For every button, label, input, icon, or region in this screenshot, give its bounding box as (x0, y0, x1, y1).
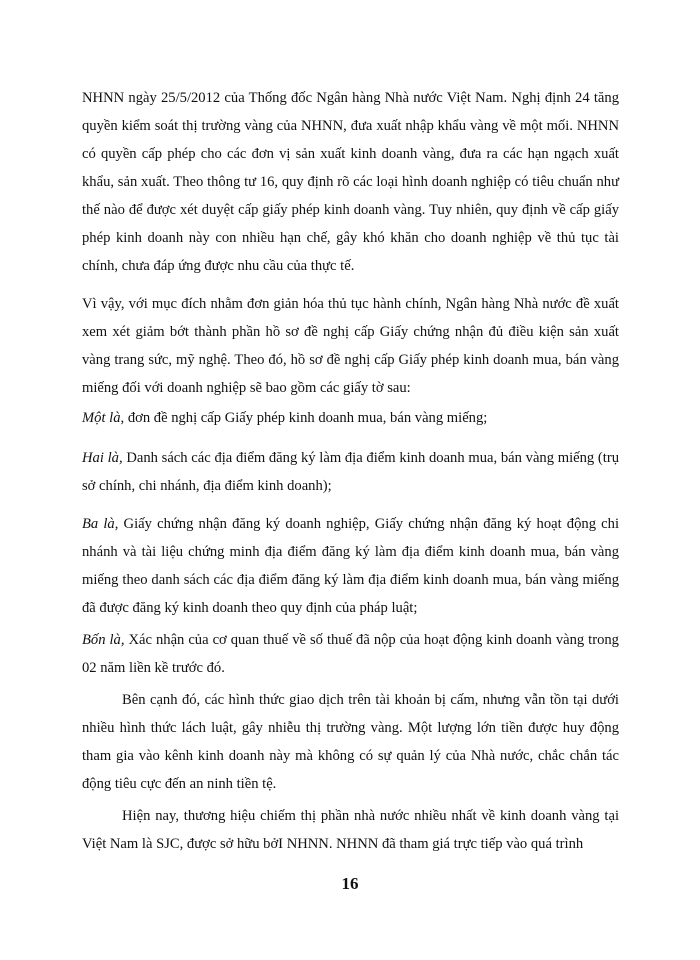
paragraph-text: Bên cạnh đó, các hình thức giao dịch trên tài khoản bị cấm, nhưng vẫn tồn tại dưới nhiều hình thức lách luật, gây nhiễu thị trường vàng. Một lượng lớn tiền được huy động tham gia vào kênh kinh doanh này mà không có sự quản lý của Nhà nước, chắc chắn tác động tiêu cực đến an ninh tiền tệ. (82, 692, 619, 792)
paragraph-sjc-brand (82, 802, 619, 858)
list-item-text: Xác nhận của cơ quan thuế về số thuế đã nộp của hoạt động kinh doanh vàng trong 02 năm liền kề trước đó. (82, 632, 619, 676)
list-item-lead: Một là, (82, 410, 125, 426)
paragraph-text: Hiện nay, thương hiệu chiếm thị phần nhà nước nhiều nhất về kinh doanh vàng tại Việt Nam là SJC, được sở hữu bởI NHNN. NHNN đã tham giá trực tiếp vào quá trình (82, 808, 619, 852)
paragraph-gold-market-control (82, 84, 619, 280)
paragraph-account-transactions (82, 686, 619, 798)
list-item-four (82, 626, 619, 682)
paragraph-simplify-procedures (82, 290, 619, 402)
list-item-text: Danh sách các địa điểm đăng ký làm địa điểm kinh doanh mua, bán vàng miếng (trụ sở chính, chi nhánh, địa điểm kinh doanh); (82, 450, 619, 494)
list-item-lead: Bốn là, (82, 632, 125, 648)
list-item-lead: Ba là, (82, 516, 119, 532)
list-item-lead: Hai là, (82, 450, 123, 466)
list-item-one (82, 404, 619, 432)
paragraph-text: NHNN ngày 25/5/2012 của Thống đốc Ngân hàng Nhà nước Việt Nam. Nghị định 24 tăng quyền kiểm soát thị trường vàng của NHNN, đưa xuất nhập khẩu vàng về một mối. NHNN có quyền cấp phép cho các đơn vị sản xuất kinh doanh vàng, đưa ra các hạn ngạch xuất khẩu, sản xuất. Theo thông tư 16, quy định rõ các loại hình doanh nghiệp có tiêu chuẩn như thế nào để được xét duyệt cấp giấy phép kinh doanh vàng. Tuy nhiên, quy định về cấp giấy phép kinh doanh này con nhiều hạn chế, gây khó khăn cho doanh nghiệp về thủ tục tài chính, chưa đáp ứng được nhu cầu của thực tế. (82, 90, 619, 274)
list-item-two (82, 444, 619, 500)
list-item-three (82, 510, 619, 622)
page-number: 16 (341, 874, 359, 893)
list-item-text: đơn đề nghị cấp Giấy phép kinh doanh mua, bán vàng miếng; (124, 410, 488, 426)
list-item-text: Giấy chứng nhận đăng ký doanh nghiệp, Giấy chứng nhận đăng ký hoạt động chi nhánh và tài liệu chứng minh địa điểm đăng ký làm địa điểm kinh doanh mua, bán vàng miếng theo danh sách các địa điểm đăng ký làm địa điểm kinh doanh mua, bán vàng miếng đã được đăng ký kinh doanh theo quy định của pháp luật; (82, 516, 619, 616)
paragraph-text: Vì vậy, với mục đích nhằm đơn giản hóa thủ tục hành chính, Ngân hàng Nhà nước đề xuất xem xét giảm bớt thành phần hồ sơ đề nghị cấp Giấy chứng nhận đủ điều kiện sản xuất vàng trang sức, mỹ nghệ. Theo đó, hồ sơ đề nghị cấp Giấy phép kinh doanh mua, bán vàng miếng đối với doanh nghiệp sẽ bao gồm các giấy tờ sau: (82, 296, 619, 396)
